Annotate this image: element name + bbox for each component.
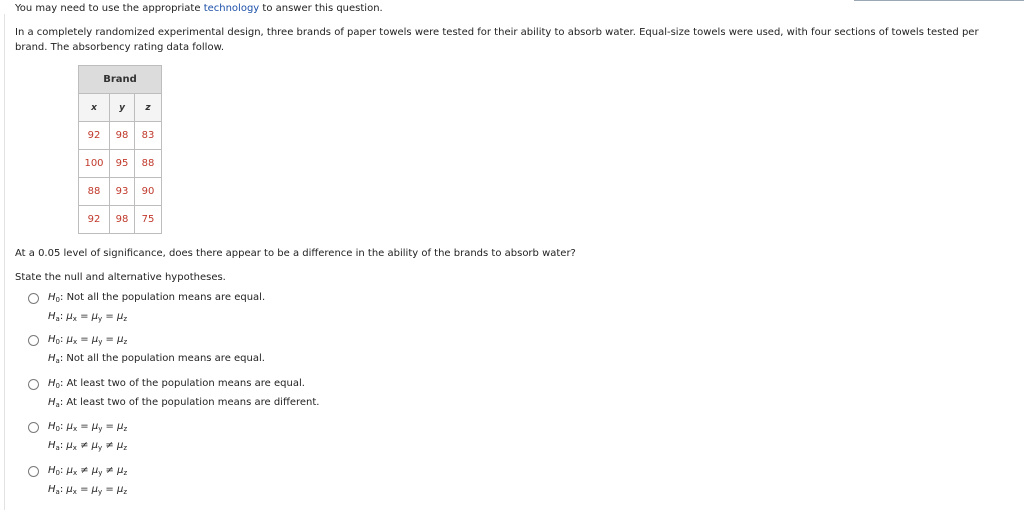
column-header-y: y: [110, 94, 135, 122]
h-symbol: H: [48, 292, 56, 303]
h-symbol: H: [48, 353, 56, 364]
h-symbol: H: [48, 440, 56, 451]
alt-hypothesis: $H_a$: $\mu_x = \mu_y = \mu_z$: [48, 311, 128, 323]
table-cell: 88: [79, 178, 110, 206]
null-subscript: 0: [55, 338, 60, 346]
alt-hypothesis-text: Not all the population means are equal.: [66, 353, 265, 364]
column-header-z: z: [135, 94, 162, 122]
table-cell: 98: [110, 122, 135, 150]
alt-subscript: a: [55, 444, 60, 452]
alt-hypothesis-text: $\mu_x = \mu_y = \mu_z$: [66, 311, 128, 323]
table-cell: 95: [110, 150, 135, 178]
null-hypothesis: $H_0$: At least two of the population means are equal.: [48, 378, 305, 390]
alt-subscript: a: [55, 488, 60, 496]
left-rule: [4, 14, 5, 510]
instruction-text: State the null and alternative hypotheses.: [15, 272, 226, 283]
null-subscript: 0: [55, 469, 60, 477]
table-cell: 100: [79, 150, 110, 178]
alt-hypothesis: $H_a$: At least two of the population means are different.: [48, 397, 320, 409]
null-hypothesis: $H_0$: Not all the population means are equal.: [48, 292, 266, 304]
h-symbol: H: [48, 484, 56, 495]
null-subscript: 0: [55, 296, 60, 304]
null-hypothesis-text: $\mu_x = \mu_y = \mu_z$: [66, 334, 128, 346]
technology-link[interactable]: technology: [203, 3, 260, 14]
null-hypothesis-text: Not all the population means are equal.: [66, 292, 266, 303]
null-hypothesis-text: $\mu_x = \mu_y = \mu_z$: [66, 421, 128, 433]
alt-subscript: a: [55, 401, 60, 409]
table-cell: 93: [110, 178, 135, 206]
null-hypothesis: $H_0$: $\mu_x \ne \mu_y \ne \mu_z$: [48, 465, 128, 477]
top-rule: [854, 0, 1024, 1]
radio-button[interactable]: [28, 335, 39, 346]
null-hypothesis-text: $\mu_x \ne \mu_y \ne \mu_z$: [66, 465, 128, 477]
radio-button[interactable]: [28, 293, 39, 304]
alt-hypothesis: $H_a$: $\mu_x \ne \mu_y \ne \mu_z$: [48, 440, 128, 452]
table-row: [79, 150, 162, 178]
alt-hypothesis-text: $\mu_x = \mu_y = \mu_z$: [66, 484, 128, 496]
h-symbol: H: [48, 465, 56, 476]
table-cell: 83: [135, 122, 162, 150]
alt-hypothesis-text: $\mu_x \ne \mu_y \ne \mu_z$: [66, 440, 128, 452]
h-symbol: H: [48, 421, 56, 432]
intro-suffix: to answer this question.: [259, 3, 383, 14]
brand-header: Brand: [79, 66, 162, 94]
null-hypothesis: $H_0$: $\mu_x = \mu_y = \mu_z$: [48, 421, 128, 433]
alt-hypothesis: $H_a$: $\mu_x = \mu_y = \mu_z$: [48, 484, 128, 496]
alt-hypothesis-text: At least two of the population means are different.: [66, 397, 320, 408]
null-hypothesis-text: At least two of the population means are equal.: [66, 378, 305, 389]
table-cell: 75: [135, 206, 162, 234]
alt-hypothesis: $H_a$: Not all the population means are equal.: [48, 353, 265, 365]
table-cell: 88: [135, 150, 162, 178]
problem-line-1: In a completely randomized experimental design, three brands of paper towels were tested for their ability to absorb water. Equal-size towels were used, with four sections of towels tested per: [15, 27, 979, 38]
table-row: [79, 122, 162, 150]
table-cell: 92: [79, 206, 110, 234]
alt-subscript: a: [55, 315, 60, 323]
question-text: At a 0.05 level of significance, does there appear to be a difference in the ability of the brands to absorb water?: [15, 248, 576, 259]
problem-line-2: brand. The absorbency rating data follow.: [15, 42, 225, 53]
null-subscript: 0: [55, 425, 60, 433]
radio-button[interactable]: [28, 422, 39, 433]
radio-button[interactable]: [28, 379, 39, 390]
intro-text: [15, 1, 383, 16]
h-symbol: H: [48, 378, 56, 389]
null-hypothesis: $H_0$: $\mu_x = \mu_y = \mu_z$: [48, 334, 128, 346]
table-cell: 98: [110, 206, 135, 234]
radio-button[interactable]: [28, 466, 39, 477]
table-cell: 90: [135, 178, 162, 206]
absorbency-table: [78, 65, 162, 234]
h-symbol: H: [48, 397, 56, 408]
alt-subscript: a: [55, 357, 60, 365]
intro-prefix: You may need to use the appropriate: [15, 3, 204, 14]
table-row: [79, 178, 162, 206]
h-symbol: H: [48, 334, 56, 345]
null-subscript: 0: [55, 382, 60, 390]
h-symbol: H: [48, 311, 56, 322]
column-header-x: x: [79, 94, 110, 122]
table-row: [79, 206, 162, 234]
table-cell: 92: [79, 122, 110, 150]
